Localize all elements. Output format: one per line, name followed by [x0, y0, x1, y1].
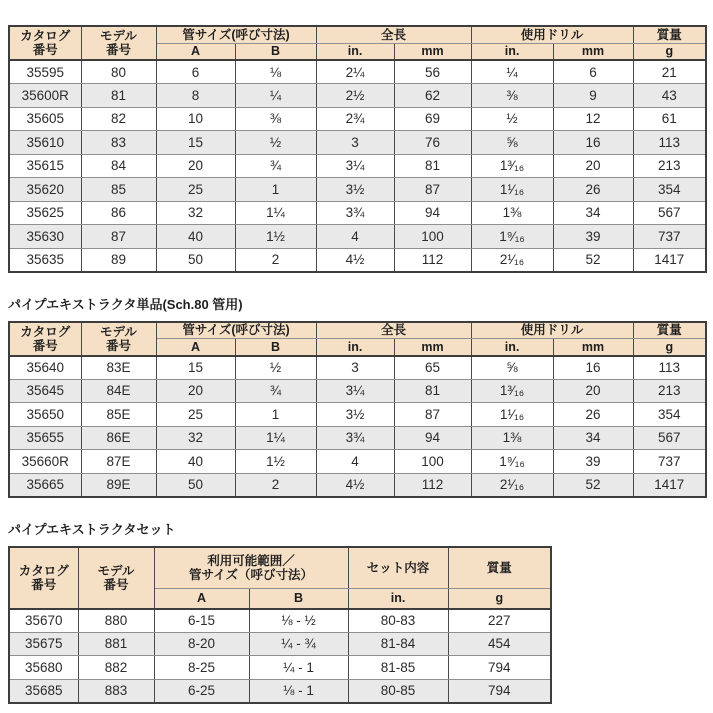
header-drill-in: in. — [471, 339, 553, 356]
table-cell: 61 — [633, 107, 706, 131]
header-model-number: モデル 番号 — [78, 547, 154, 609]
table-cell: 35670 — [9, 609, 78, 633]
table-cell: 4 — [316, 225, 394, 249]
header-b: B — [249, 589, 348, 609]
table-cell: 4½ — [316, 473, 394, 497]
table-cell: 56 — [394, 60, 471, 84]
table-cell: ½ — [235, 131, 316, 155]
table-cell: ¼ — [235, 84, 316, 108]
table-cell: 81 — [81, 84, 156, 108]
table-cell: 85E — [81, 403, 156, 427]
table-row — [9, 178, 706, 202]
table-cell: 20 — [156, 154, 235, 178]
header-set-in: in. — [348, 589, 448, 609]
table-cell: 8-25 — [154, 656, 249, 680]
table-cell: 3¼ — [316, 154, 394, 178]
table-row — [9, 632, 551, 656]
table-header — [9, 322, 706, 356]
table-row — [9, 131, 706, 155]
table-cell: 35685 — [9, 679, 78, 703]
table-cell: 16 — [553, 131, 633, 155]
header-model-number: モデル 番号 — [81, 26, 156, 60]
table-cell: 84E — [81, 379, 156, 403]
table-body — [9, 60, 706, 272]
table-cell: 567 — [633, 426, 706, 450]
table-cell: 15 — [156, 356, 235, 380]
header-pipe-size: 管サイズ(呼び寸法) — [156, 26, 316, 43]
table-cell: 84 — [81, 154, 156, 178]
table-cell: ⅝ — [471, 356, 553, 380]
table-cell: 85 — [81, 178, 156, 202]
table-cell: 35650 — [9, 403, 81, 427]
table-cell: 35625 — [9, 201, 81, 225]
table-cell: 35680 — [9, 656, 78, 680]
table-cell: 94 — [394, 201, 471, 225]
table-cell: 1¹⁄₁₆ — [471, 403, 553, 427]
table-cell: 9 — [553, 84, 633, 108]
table-row — [9, 225, 706, 249]
table-cell: 1417 — [633, 473, 706, 497]
table-cell: 40 — [156, 225, 235, 249]
table-cell: 354 — [633, 178, 706, 202]
table-cell: 35620 — [9, 178, 81, 202]
table-cell: 12 — [553, 107, 633, 131]
table-cell: 1¼ — [235, 201, 316, 225]
table-row — [9, 426, 706, 450]
table-cell: 35660R — [9, 450, 81, 474]
table-cell: 35655 — [9, 426, 81, 450]
table-cell: 35615 — [9, 154, 81, 178]
header-mass-g: g — [448, 589, 551, 609]
table-cell: 1⁹⁄₁₆ — [471, 225, 553, 249]
table-cell: 20 — [156, 379, 235, 403]
table-cell: ¾ — [235, 154, 316, 178]
header-mass-g: g — [633, 339, 706, 356]
table-cell: 2 — [235, 473, 316, 497]
table-cell: 2¹⁄₁₆ — [471, 473, 553, 497]
table-row — [9, 154, 706, 178]
table-cell: 1417 — [633, 248, 706, 272]
table-cell: 794 — [448, 656, 551, 680]
header-usable-range: 利用可能範囲／ 管サイズ（呼び寸法） — [154, 547, 348, 589]
table-cell: 1³⁄₁₆ — [471, 154, 553, 178]
table-cell: 1 — [235, 178, 316, 202]
table-cell: 3¼ — [316, 379, 394, 403]
table-cell: 35645 — [9, 379, 81, 403]
table-cell: 737 — [633, 450, 706, 474]
table-row — [9, 450, 706, 474]
table-cell: ½ — [471, 107, 553, 131]
header-set-contents: セット内容 — [348, 547, 448, 589]
pipe-extractor-set-table — [8, 546, 552, 704]
table-cell: 113 — [633, 356, 706, 380]
table-cell: 227 — [448, 609, 551, 633]
table-row — [9, 656, 551, 680]
table-row — [9, 248, 706, 272]
table-cell: 100 — [394, 450, 471, 474]
table-cell: 87 — [394, 403, 471, 427]
table-cell: 50 — [156, 473, 235, 497]
header-length-in: in. — [316, 339, 394, 356]
table-cell: 94 — [394, 426, 471, 450]
pipe-extractor-table — [8, 25, 707, 273]
table-cell: 40 — [156, 450, 235, 474]
table-cell: 86E — [81, 426, 156, 450]
table-cell: 89 — [81, 248, 156, 272]
table-cell: 35640 — [9, 356, 81, 380]
table-cell: 16 — [553, 356, 633, 380]
table-cell: 2¹⁄₁₆ — [471, 248, 553, 272]
header-overall-length: 全長 — [316, 322, 471, 339]
table-cell: ¼ — [471, 60, 553, 84]
table-cell: 1⅜ — [471, 201, 553, 225]
table-cell: 25 — [156, 178, 235, 202]
table-cell: 1⅜ — [471, 426, 553, 450]
table-cell: 883 — [78, 679, 154, 703]
section-title-set: パイプエキストラクタセット — [8, 521, 176, 537]
table-cell: 20 — [553, 154, 633, 178]
table-cell: 3 — [316, 131, 394, 155]
table-cell: 80-85 — [348, 679, 448, 703]
table-cell: 69 — [394, 107, 471, 131]
header-a: A — [156, 339, 235, 356]
table-cell: 50 — [156, 248, 235, 272]
table-cell: 3½ — [316, 403, 394, 427]
header-catalog-number: カタログ 番号 — [9, 26, 81, 60]
table-cell: ⅝ — [471, 131, 553, 155]
table-cell: 2 — [235, 248, 316, 272]
table-cell: ⅜ — [471, 84, 553, 108]
table-cell: 3¾ — [316, 201, 394, 225]
table-row — [9, 679, 551, 703]
table-body — [9, 609, 551, 703]
table-cell: 794 — [448, 679, 551, 703]
table-header — [9, 26, 706, 60]
header-b: B — [235, 339, 316, 356]
table-row — [9, 356, 706, 380]
table-cell: 39 — [553, 450, 633, 474]
table-cell: ¾ — [235, 379, 316, 403]
table-cell: 6-15 — [154, 609, 249, 633]
table-cell: 20 — [553, 379, 633, 403]
table-cell: 35605 — [9, 107, 81, 131]
table-cell: 81 — [394, 379, 471, 403]
table-cell: 8 — [156, 84, 235, 108]
header-pipe-size: 管サイズ(呼び寸法) — [156, 322, 316, 339]
table-cell: 52 — [553, 473, 633, 497]
table-cell: 1¹⁄₁₆ — [471, 178, 553, 202]
table-row — [9, 60, 706, 84]
table-cell: 1 — [235, 403, 316, 427]
table-cell: 881 — [78, 632, 154, 656]
table-cell: 35610 — [9, 131, 81, 155]
table-cell: 354 — [633, 403, 706, 427]
table-cell: 21 — [633, 60, 706, 84]
table-cell: 35635 — [9, 248, 81, 272]
header-b: B — [235, 43, 316, 60]
table-cell: ¼ - ¾ — [249, 632, 348, 656]
header-overall-length: 全長 — [316, 26, 471, 43]
table-cell: 6 — [553, 60, 633, 84]
table-row — [9, 609, 551, 633]
table-cell: 43 — [633, 84, 706, 108]
table-cell: 39 — [553, 225, 633, 249]
table-cell: 15 — [156, 131, 235, 155]
table-cell: 4½ — [316, 248, 394, 272]
header-mass: 質量 — [448, 547, 551, 589]
table-cell: 1½ — [235, 225, 316, 249]
table-cell: 35630 — [9, 225, 81, 249]
pipe-extractor-sch80-table — [8, 321, 707, 498]
table-cell: 35595 — [9, 60, 81, 84]
header-length-mm: mm — [394, 43, 471, 60]
table-cell: 87E — [81, 450, 156, 474]
header-drill-mm: mm — [553, 43, 633, 60]
table-cell: 83E — [81, 356, 156, 380]
table-row — [9, 84, 706, 108]
table-cell: 34 — [553, 201, 633, 225]
table-cell: 10 — [156, 107, 235, 131]
table-cell: 100 — [394, 225, 471, 249]
table-cell: 65 — [394, 356, 471, 380]
table-cell: 81-84 — [348, 632, 448, 656]
table-cell: 82 — [81, 107, 156, 131]
table-cell: 62 — [394, 84, 471, 108]
table-cell: 81-85 — [348, 656, 448, 680]
table-row — [9, 201, 706, 225]
table-cell: 112 — [394, 473, 471, 497]
table-cell: 35600R — [9, 84, 81, 108]
table-row — [9, 379, 706, 403]
header-drill-mm: mm — [553, 339, 633, 356]
table-cell: 80-83 — [348, 609, 448, 633]
table-cell: ⅛ - 1 — [249, 679, 348, 703]
table-cell: 6-25 — [154, 679, 249, 703]
table-cell: 81 — [394, 154, 471, 178]
table-cell: 26 — [553, 403, 633, 427]
header-a: A — [156, 43, 235, 60]
table-cell: 76 — [394, 131, 471, 155]
table-cell: 87 — [394, 178, 471, 202]
section-title-single-item: パイプエキストラクタ単品(Sch.80 管用) — [8, 296, 243, 312]
table-cell: ⅜ — [235, 107, 316, 131]
table-cell: 882 — [78, 656, 154, 680]
table-row — [9, 107, 706, 131]
table-cell: ⅛ - ½ — [249, 609, 348, 633]
table-cell: 880 — [78, 609, 154, 633]
table-body — [9, 356, 706, 497]
table-cell: 2¾ — [316, 107, 394, 131]
table-cell: 34 — [553, 426, 633, 450]
table-cell: 35665 — [9, 473, 81, 497]
header-length-mm: mm — [394, 339, 471, 356]
table-cell: 35675 — [9, 632, 78, 656]
table-header — [9, 547, 551, 609]
table-cell: 113 — [633, 131, 706, 155]
table-cell: 454 — [448, 632, 551, 656]
table-row — [9, 403, 706, 427]
header-a: A — [154, 589, 249, 609]
table-cell: 2½ — [316, 84, 394, 108]
table-cell: 1³⁄₁₆ — [471, 379, 553, 403]
header-drill-used: 使用ドリル — [471, 26, 633, 43]
table-cell: ½ — [235, 356, 316, 380]
table-cell: 2¼ — [316, 60, 394, 84]
header-model-number: モデル 番号 — [81, 322, 156, 356]
header-mass-g: g — [633, 43, 706, 60]
table-cell: 1½ — [235, 450, 316, 474]
table-cell: 89E — [81, 473, 156, 497]
table-cell: 213 — [633, 379, 706, 403]
table-cell: 112 — [394, 248, 471, 272]
header-mass: 質量 — [633, 322, 706, 339]
table-cell: 52 — [553, 248, 633, 272]
header-drill-in: in. — [471, 43, 553, 60]
table-cell: 8-20 — [154, 632, 249, 656]
table-cell: 83 — [81, 131, 156, 155]
table-cell: ⅛ — [235, 60, 316, 84]
table-row — [9, 473, 706, 497]
table-cell: 3½ — [316, 178, 394, 202]
table-cell: 80 — [81, 60, 156, 84]
table-cell: 32 — [156, 426, 235, 450]
table-cell: ¼ - 1 — [249, 656, 348, 680]
table-cell: 3 — [316, 356, 394, 380]
table-cell: 32 — [156, 201, 235, 225]
header-catalog-number: カタログ 番号 — [9, 547, 78, 609]
table-cell: 1⁹⁄₁₆ — [471, 450, 553, 474]
table-cell: 737 — [633, 225, 706, 249]
table-cell: 567 — [633, 201, 706, 225]
table-cell: 3¾ — [316, 426, 394, 450]
table-cell: 1¼ — [235, 426, 316, 450]
table-cell: 25 — [156, 403, 235, 427]
table-cell: 87 — [81, 225, 156, 249]
header-catalog-number: カタログ 番号 — [9, 322, 81, 356]
header-drill-used: 使用ドリル — [471, 322, 633, 339]
table-cell: 86 — [81, 201, 156, 225]
table-cell: 213 — [633, 154, 706, 178]
header-mass: 質量 — [633, 26, 706, 43]
table-cell: 4 — [316, 450, 394, 474]
header-length-in: in. — [316, 43, 394, 60]
table-cell: 6 — [156, 60, 235, 84]
table-cell: 26 — [553, 178, 633, 202]
